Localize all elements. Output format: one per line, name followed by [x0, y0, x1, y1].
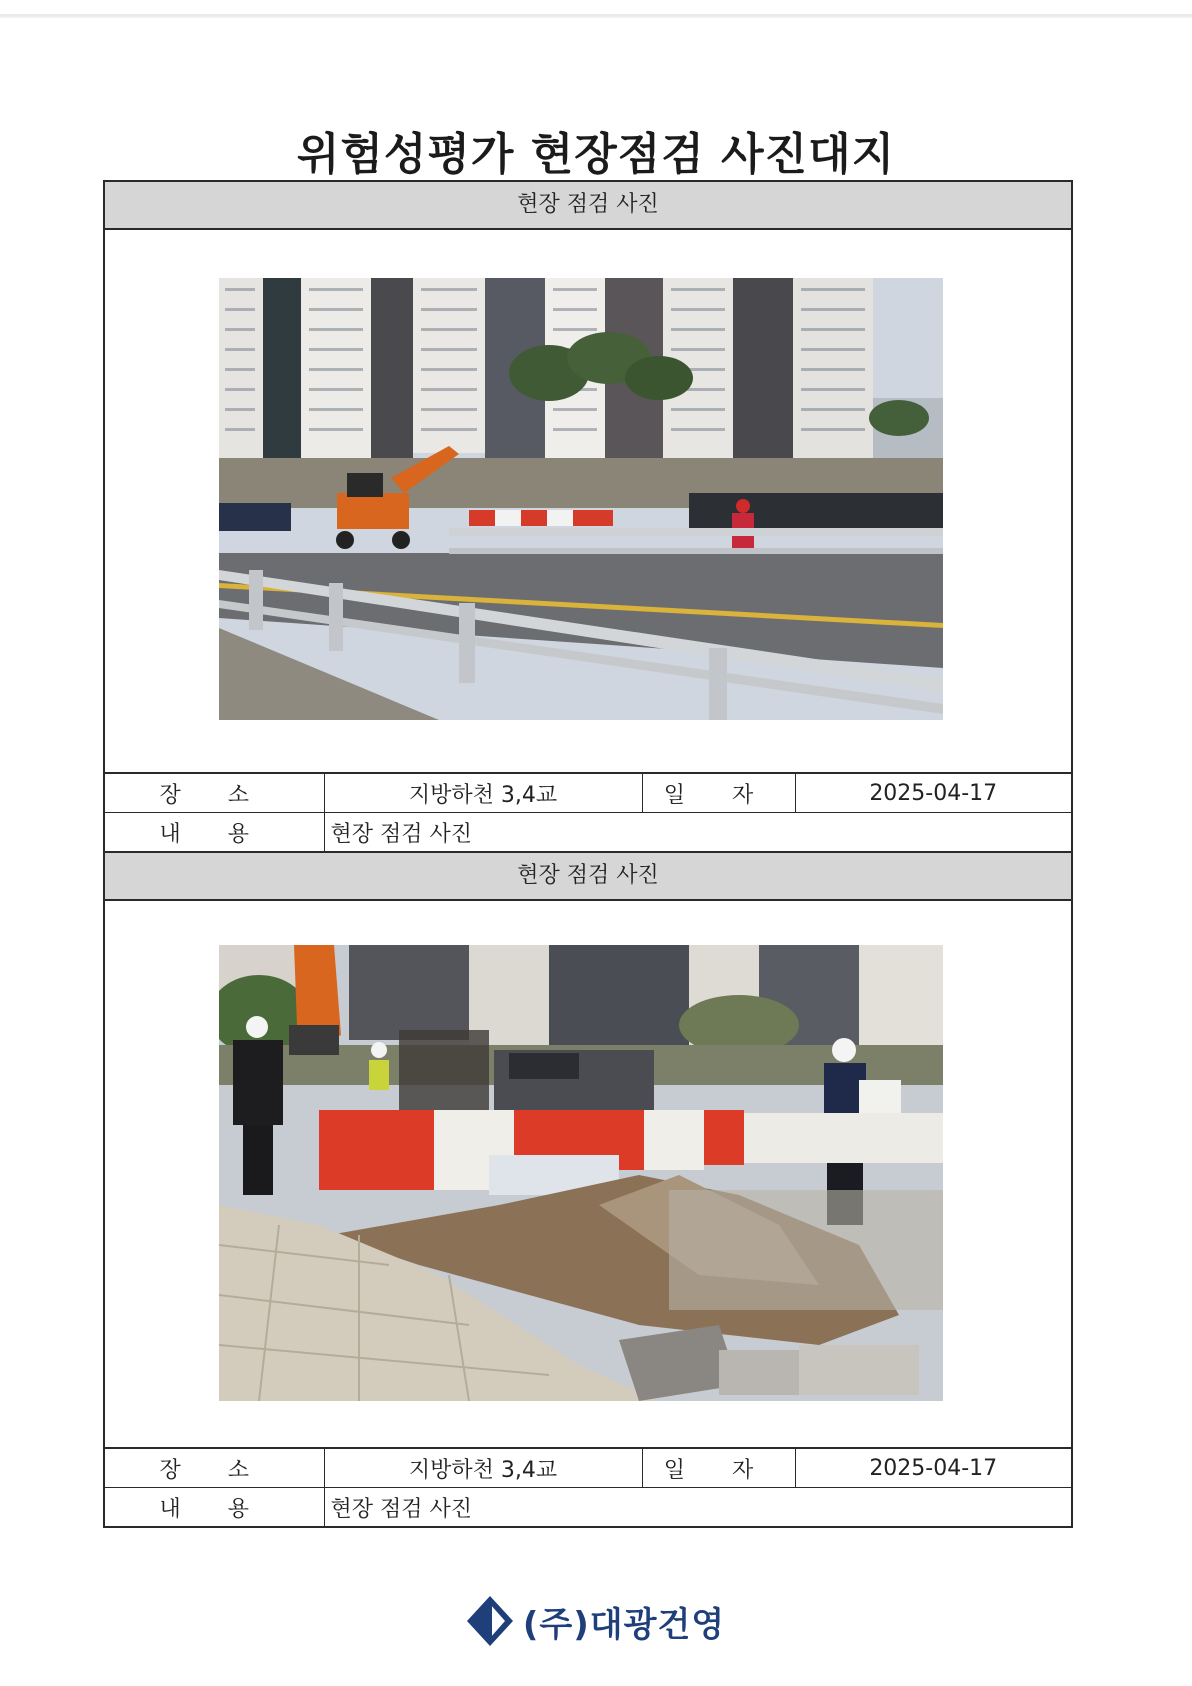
place-value: 지방하천 3,4교 — [324, 1449, 642, 1488]
photo-sheet — [103, 180, 1073, 1528]
site-photo-excavation — [219, 945, 943, 1401]
photo-entry-1 — [105, 182, 1071, 853]
content-value: 현장 점검 사진 — [324, 1488, 1071, 1527]
date-label: 일 자 — [642, 774, 795, 813]
date-label: 일 자 — [642, 1449, 795, 1488]
company-name: (주)대광건영 — [522, 1604, 726, 1645]
content-label: 내 용 — [105, 813, 324, 853]
place-label: 장 소 — [105, 774, 324, 813]
photo-section-header: 현장 점검 사진 — [105, 182, 1071, 230]
info-table — [105, 774, 1071, 853]
content-label: 내 용 — [105, 1488, 324, 1527]
site-photo-bridge-road — [219, 278, 943, 720]
document-title: 위험성평가 현장점검 사진대지 — [0, 118, 1192, 182]
content-value: 현장 점검 사진 — [324, 813, 1071, 853]
date-value: 2025-04-17 — [795, 1449, 1071, 1488]
info-table — [105, 1449, 1071, 1526]
photo-area — [105, 230, 1071, 774]
date-value: 2025-04-17 — [795, 774, 1071, 813]
company-logo-icon — [467, 1596, 513, 1646]
photo-entry-2 — [105, 853, 1071, 1526]
place-label: 장 소 — [105, 1449, 324, 1488]
photo-area — [105, 901, 1071, 1449]
top-scan-rule — [0, 14, 1192, 18]
photo-section-header: 현장 점검 사진 — [105, 853, 1071, 901]
company-footer — [0, 1596, 1192, 1646]
place-value: 지방하천 3,4교 — [324, 774, 642, 813]
